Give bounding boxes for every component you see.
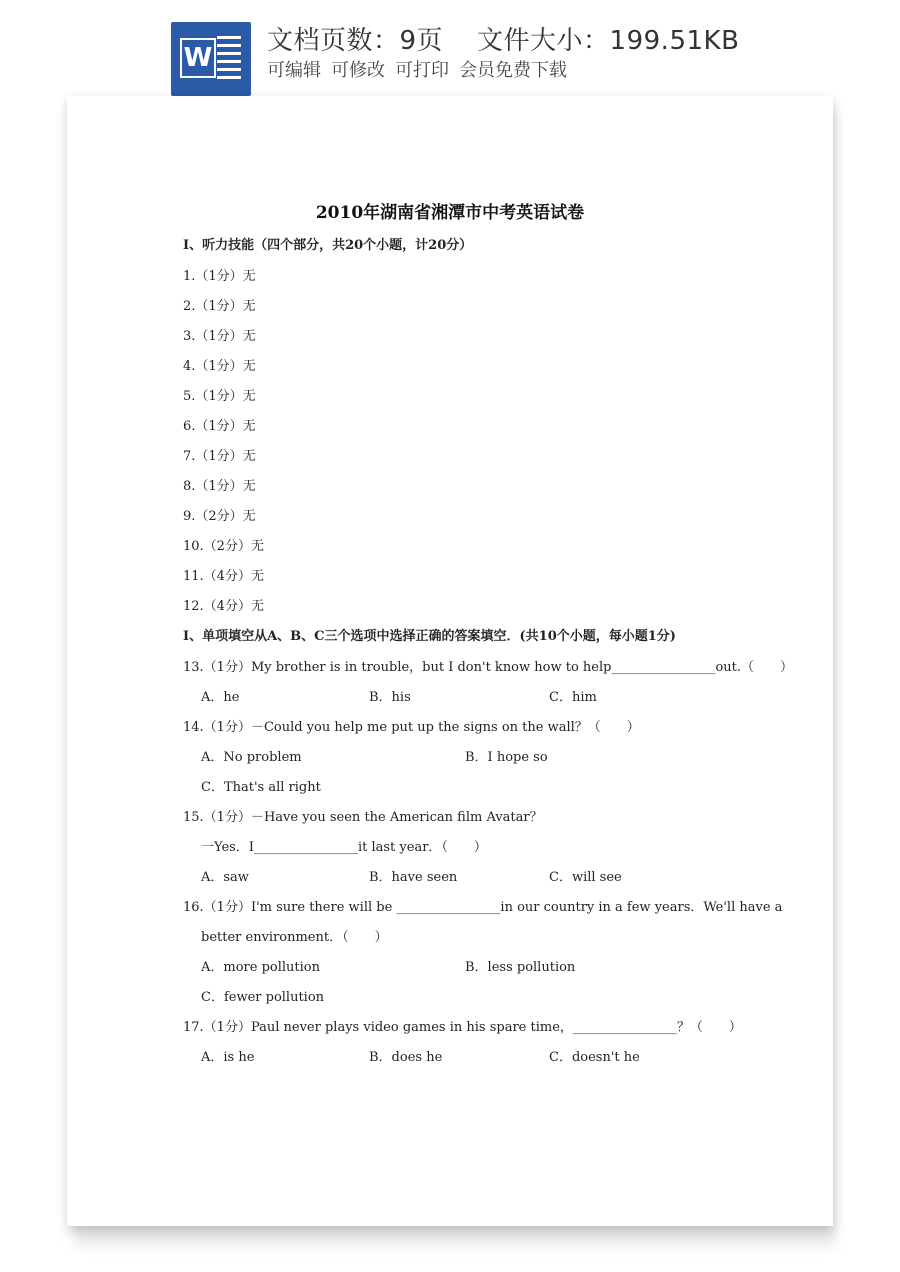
q16-option-b: B．less pollution xyxy=(465,960,576,975)
listening-item: 4.（1分）无 xyxy=(183,359,256,374)
document-title: 2010年湖南省湘潭市中考英语试卷 xyxy=(315,203,585,223)
q16-option-c: C．fewer pollution xyxy=(201,990,325,1005)
download-banner xyxy=(0,0,900,96)
listening-item: 9.（2分）无 xyxy=(183,509,256,524)
listening-item: 2.（1分）无 xyxy=(183,299,256,314)
question-16: 16.（1分）I'm sure there will be ________________in our country in a few years．We'll have a xyxy=(183,900,783,915)
question-17: 17.（1分）Paul never plays video games in his spare time，________________？（ ） xyxy=(183,1020,742,1035)
q13-option-b: B．his xyxy=(369,690,411,705)
question-13: 13.（1分）My brother is in trouble，but I don't know how to help________________out.（ ） xyxy=(183,660,794,675)
section-listening-heading: I、听力技能（四个部分，共20个小题，计20分） xyxy=(183,238,473,253)
listening-item: 12.（4分）无 xyxy=(183,599,264,614)
feature-free-download: 会员免费下载 xyxy=(459,60,567,81)
q15-option-a: A．saw xyxy=(201,870,249,885)
q14-option-a: A．No problem xyxy=(201,750,302,765)
word-icon-lines xyxy=(217,36,241,84)
file-size: 文件大小：199.51KB xyxy=(477,26,740,56)
question-16-line2: better environment．（ ） xyxy=(201,930,388,945)
feature-modifiable: 可修改 xyxy=(331,60,385,81)
page-count: 文档页数：9页 xyxy=(267,26,444,56)
listening-item: 5.（1分）无 xyxy=(183,389,256,404)
q17-option-a: A．is he xyxy=(201,1050,255,1065)
question-14: 14.（1分）－Could you help me put up the signs on the wall？（ ） xyxy=(183,720,640,735)
q16-option-a: A．more pollution xyxy=(201,960,320,975)
feature-list xyxy=(267,56,577,82)
listening-item: 11.（4分）无 xyxy=(183,569,264,584)
file-info xyxy=(267,20,739,57)
feature-editable: 可编辑 xyxy=(267,60,321,81)
listening-item: 6.（1分）无 xyxy=(183,419,256,434)
word-document-icon xyxy=(171,22,251,96)
feature-printable: 可打印 xyxy=(395,60,449,81)
q15-option-c: C．will see xyxy=(549,870,622,885)
q17-option-b: B．does he xyxy=(369,1050,443,1065)
section-fill-in-heading: I、单项填空从A、B、C三个选项中选择正确的答案填空．(共10个小题，每小题1分) xyxy=(183,629,676,644)
q14-option-c: C．That's all right xyxy=(201,780,321,795)
document-page xyxy=(67,96,833,1226)
listening-item: 7.（1分）无 xyxy=(183,449,256,464)
question-15: 15.（1分）－Have you seen the American film Avatar？ xyxy=(183,810,543,825)
q14-option-b: B．I hope so xyxy=(465,750,548,765)
listening-item: 8.（1分）无 xyxy=(183,479,256,494)
listening-item: 3.（1分）无 xyxy=(183,329,256,344)
listening-item: 10.（2分）无 xyxy=(183,539,264,554)
listening-item: 1.（1分）无 xyxy=(183,269,256,284)
word-icon-letter: W xyxy=(180,38,216,78)
q13-option-a: A．he xyxy=(201,690,240,705)
q15-option-b: B．have seen xyxy=(369,870,458,885)
q17-option-c: C．doesn't he xyxy=(549,1050,640,1065)
q13-option-c: C．him xyxy=(549,690,597,705)
question-15-line2: 一Yes．I________________it last year．（ ） xyxy=(201,840,487,855)
